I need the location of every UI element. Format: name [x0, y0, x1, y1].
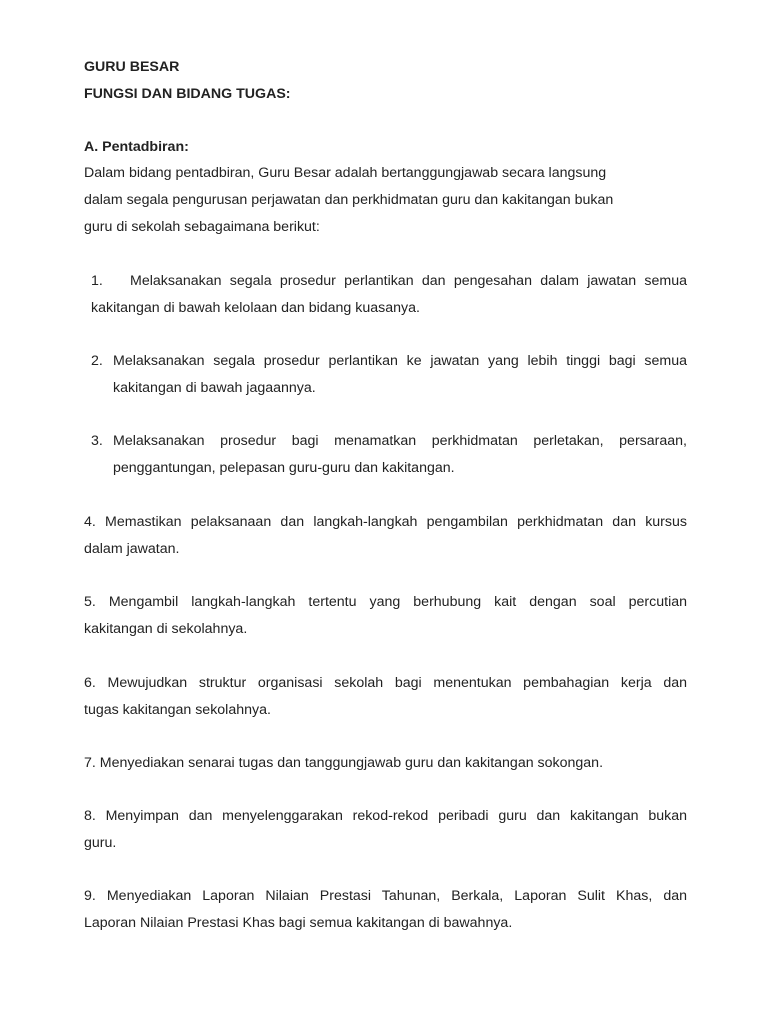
section-heading: A. Pentadbiran:	[84, 139, 189, 155]
list-item-text: Melaksanakan segala prosedur perlantikan ke jawatan yang lebih tinggi bagi semua	[113, 353, 687, 369]
intro-line: guru di sekolah sebagaimana berikut:	[84, 219, 320, 235]
list-item-text: 5. Mengambil langkah-langkah tertentu yang berhubung kait dengan soal percutian	[84, 594, 687, 610]
list-item-text: dalam jawatan.	[84, 541, 180, 557]
list-item-text: Melaksanakan prosedur bagi menamatkan perkhidmatan perletakan, persaraan,	[113, 433, 687, 449]
intro-line: dalam segala pengurusan perjawatan dan perkhidmatan guru dan kakitangan bukan	[84, 192, 614, 208]
list-item-number: 2.	[91, 353, 103, 369]
document-title: GURU BESAR	[84, 59, 180, 75]
list-item-text: tugas kakitangan sekolahnya.	[84, 702, 271, 718]
list-item-text: Laporan Nilaian Prestasi Khas bagi semua kakitangan di bawahnya.	[84, 915, 513, 931]
list-item-text: kakitangan di bawah kelolaan dan bidang kuasanya.	[91, 300, 420, 316]
list-item-text: Melaksanakan segala prosedur perlantikan dan pengesahan dalam jawatan semua	[130, 273, 687, 289]
list-item-number: 1.	[91, 273, 103, 289]
intro-line: Dalam bidang pentadbiran, Guru Besar adalah bertanggungjawab secara langsung	[84, 165, 607, 181]
list-item-text: 4. Memastikan pelaksanaan dan langkah-langkah pengambilan perkhidmatan dan kursus	[84, 514, 687, 530]
list-item-text: 9. Menyediakan Laporan Nilaian Prestasi Tahunan, Berkala, Laporan Sulit Khas, dan	[84, 888, 687, 904]
list-item-text: 8. Menyimpan dan menyelenggarakan rekod-rekod peribadi guru dan kakitangan bukan	[84, 808, 687, 824]
list-item-text: guru.	[84, 835, 117, 851]
list-item-text: 6. Mewujudkan struktur organisasi sekolah bagi menentukan pembahagian kerja dan	[84, 675, 687, 691]
list-item-text: 7. Menyediakan senarai tugas dan tanggungjawab guru dan kakitangan sokongan.	[84, 755, 604, 771]
list-item-text: kakitangan di sekolahnya.	[84, 621, 248, 637]
list-item-number: 3.	[91, 433, 103, 449]
list-item-text: kakitangan di bawah jagaannya.	[113, 380, 316, 396]
list-item-text: penggantungan, pelepasan guru-guru dan kakitangan.	[113, 460, 455, 476]
document-subtitle: FUNGSI DAN BIDANG TUGAS:	[84, 86, 291, 102]
